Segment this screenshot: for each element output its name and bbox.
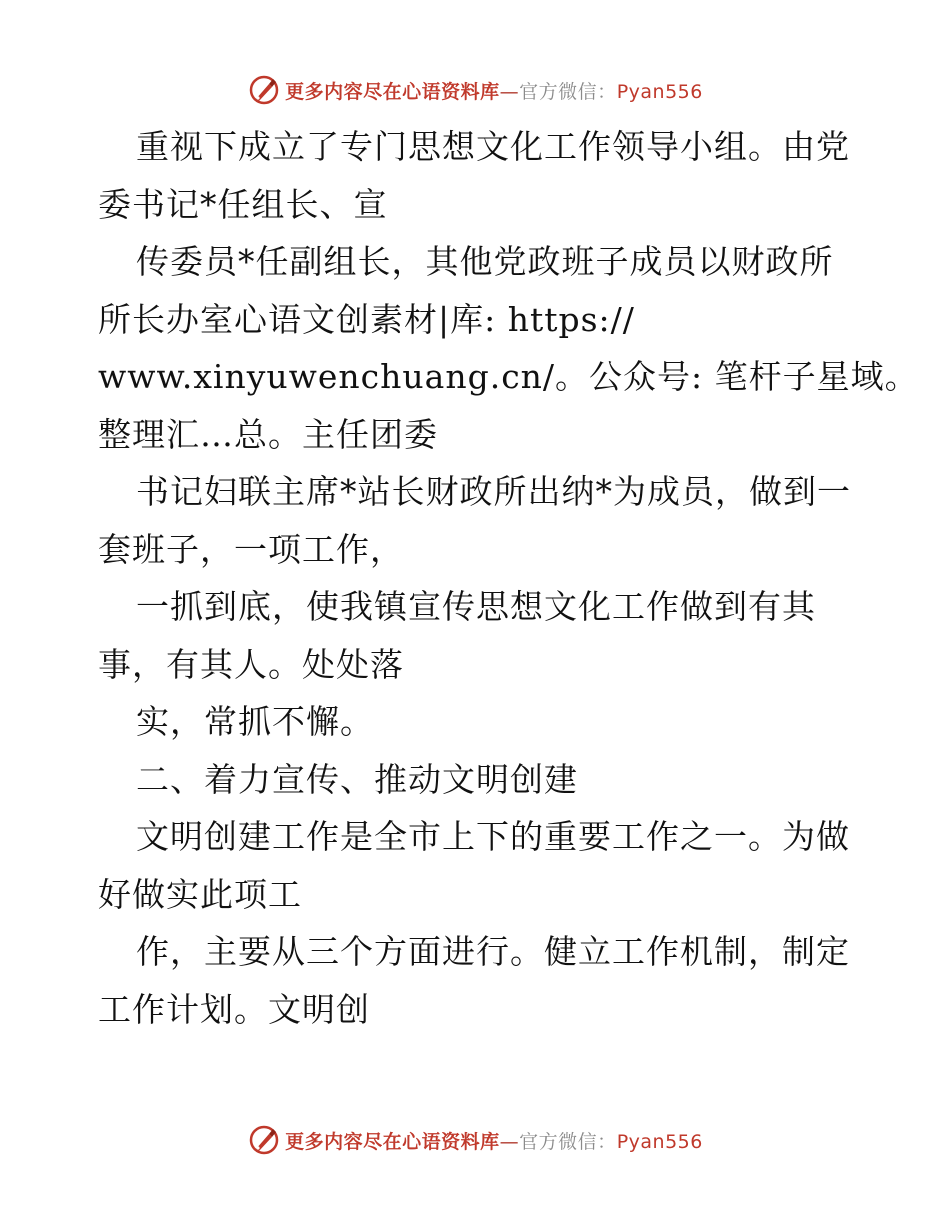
text-line: 事，有其人。处处落 [98,644,404,684]
text-line: 传委员*任副组长，其他党政班子成员以财政所 [136,242,834,281]
text-line: 所长办室心语文创素材|库: https:// [98,299,635,339]
text-line: 好做实此项工 [98,874,302,914]
text-line: 书记妇联主席*站长财政所出纳*为成员，做到一 [136,472,851,511]
banner-text [285,77,703,104]
banner-dash: — [499,80,520,103]
header-watermark-banner [0,70,950,110]
text-line: 二、着力宣传、推动文明创建 [136,759,578,799]
text-line: 委书记*任组长、宣 [98,184,388,224]
banner-wechat-id: Pyan556 [616,1130,703,1153]
text-line: 工作计划。文明创 [98,989,370,1029]
text-line: 作，主要从三个方面进行。健立工作机制，制定 [136,932,850,971]
text-line: 实，常抓不懈。 [136,702,374,741]
text-line: 整理汇…总。主任团委 [98,414,438,454]
pen-logo-icon [247,73,281,107]
footer-watermark-banner [0,1120,950,1160]
banner-dash: — [499,1130,520,1153]
text-line: www.xinyuwenchuang.cn/。公众号: 笔杆子星域。 [98,357,919,396]
document-body [98,118,919,1038]
text-line: 重视下成立了专门思想文化工作领导小组。由党 [136,127,850,166]
banner-part1: 更多内容尽在心语资料库 [285,80,500,103]
text-line: 套班子，一项工作， [98,529,404,569]
text-line: 文明创建工作是全市上下的重要工作之一。为做 [136,817,850,856]
pen-logo-icon [247,1123,281,1157]
banner-wechat-id: Pyan556 [616,80,703,103]
banner-part1: 更多内容尽在心语资料库 [285,1130,500,1153]
banner-text [285,1127,703,1154]
banner-part2: 官方微信： [519,1130,617,1153]
banner-part2: 官方微信： [519,80,617,103]
text-line: 一抓到底，使我镇宣传思想文化工作做到有其 [136,587,816,626]
